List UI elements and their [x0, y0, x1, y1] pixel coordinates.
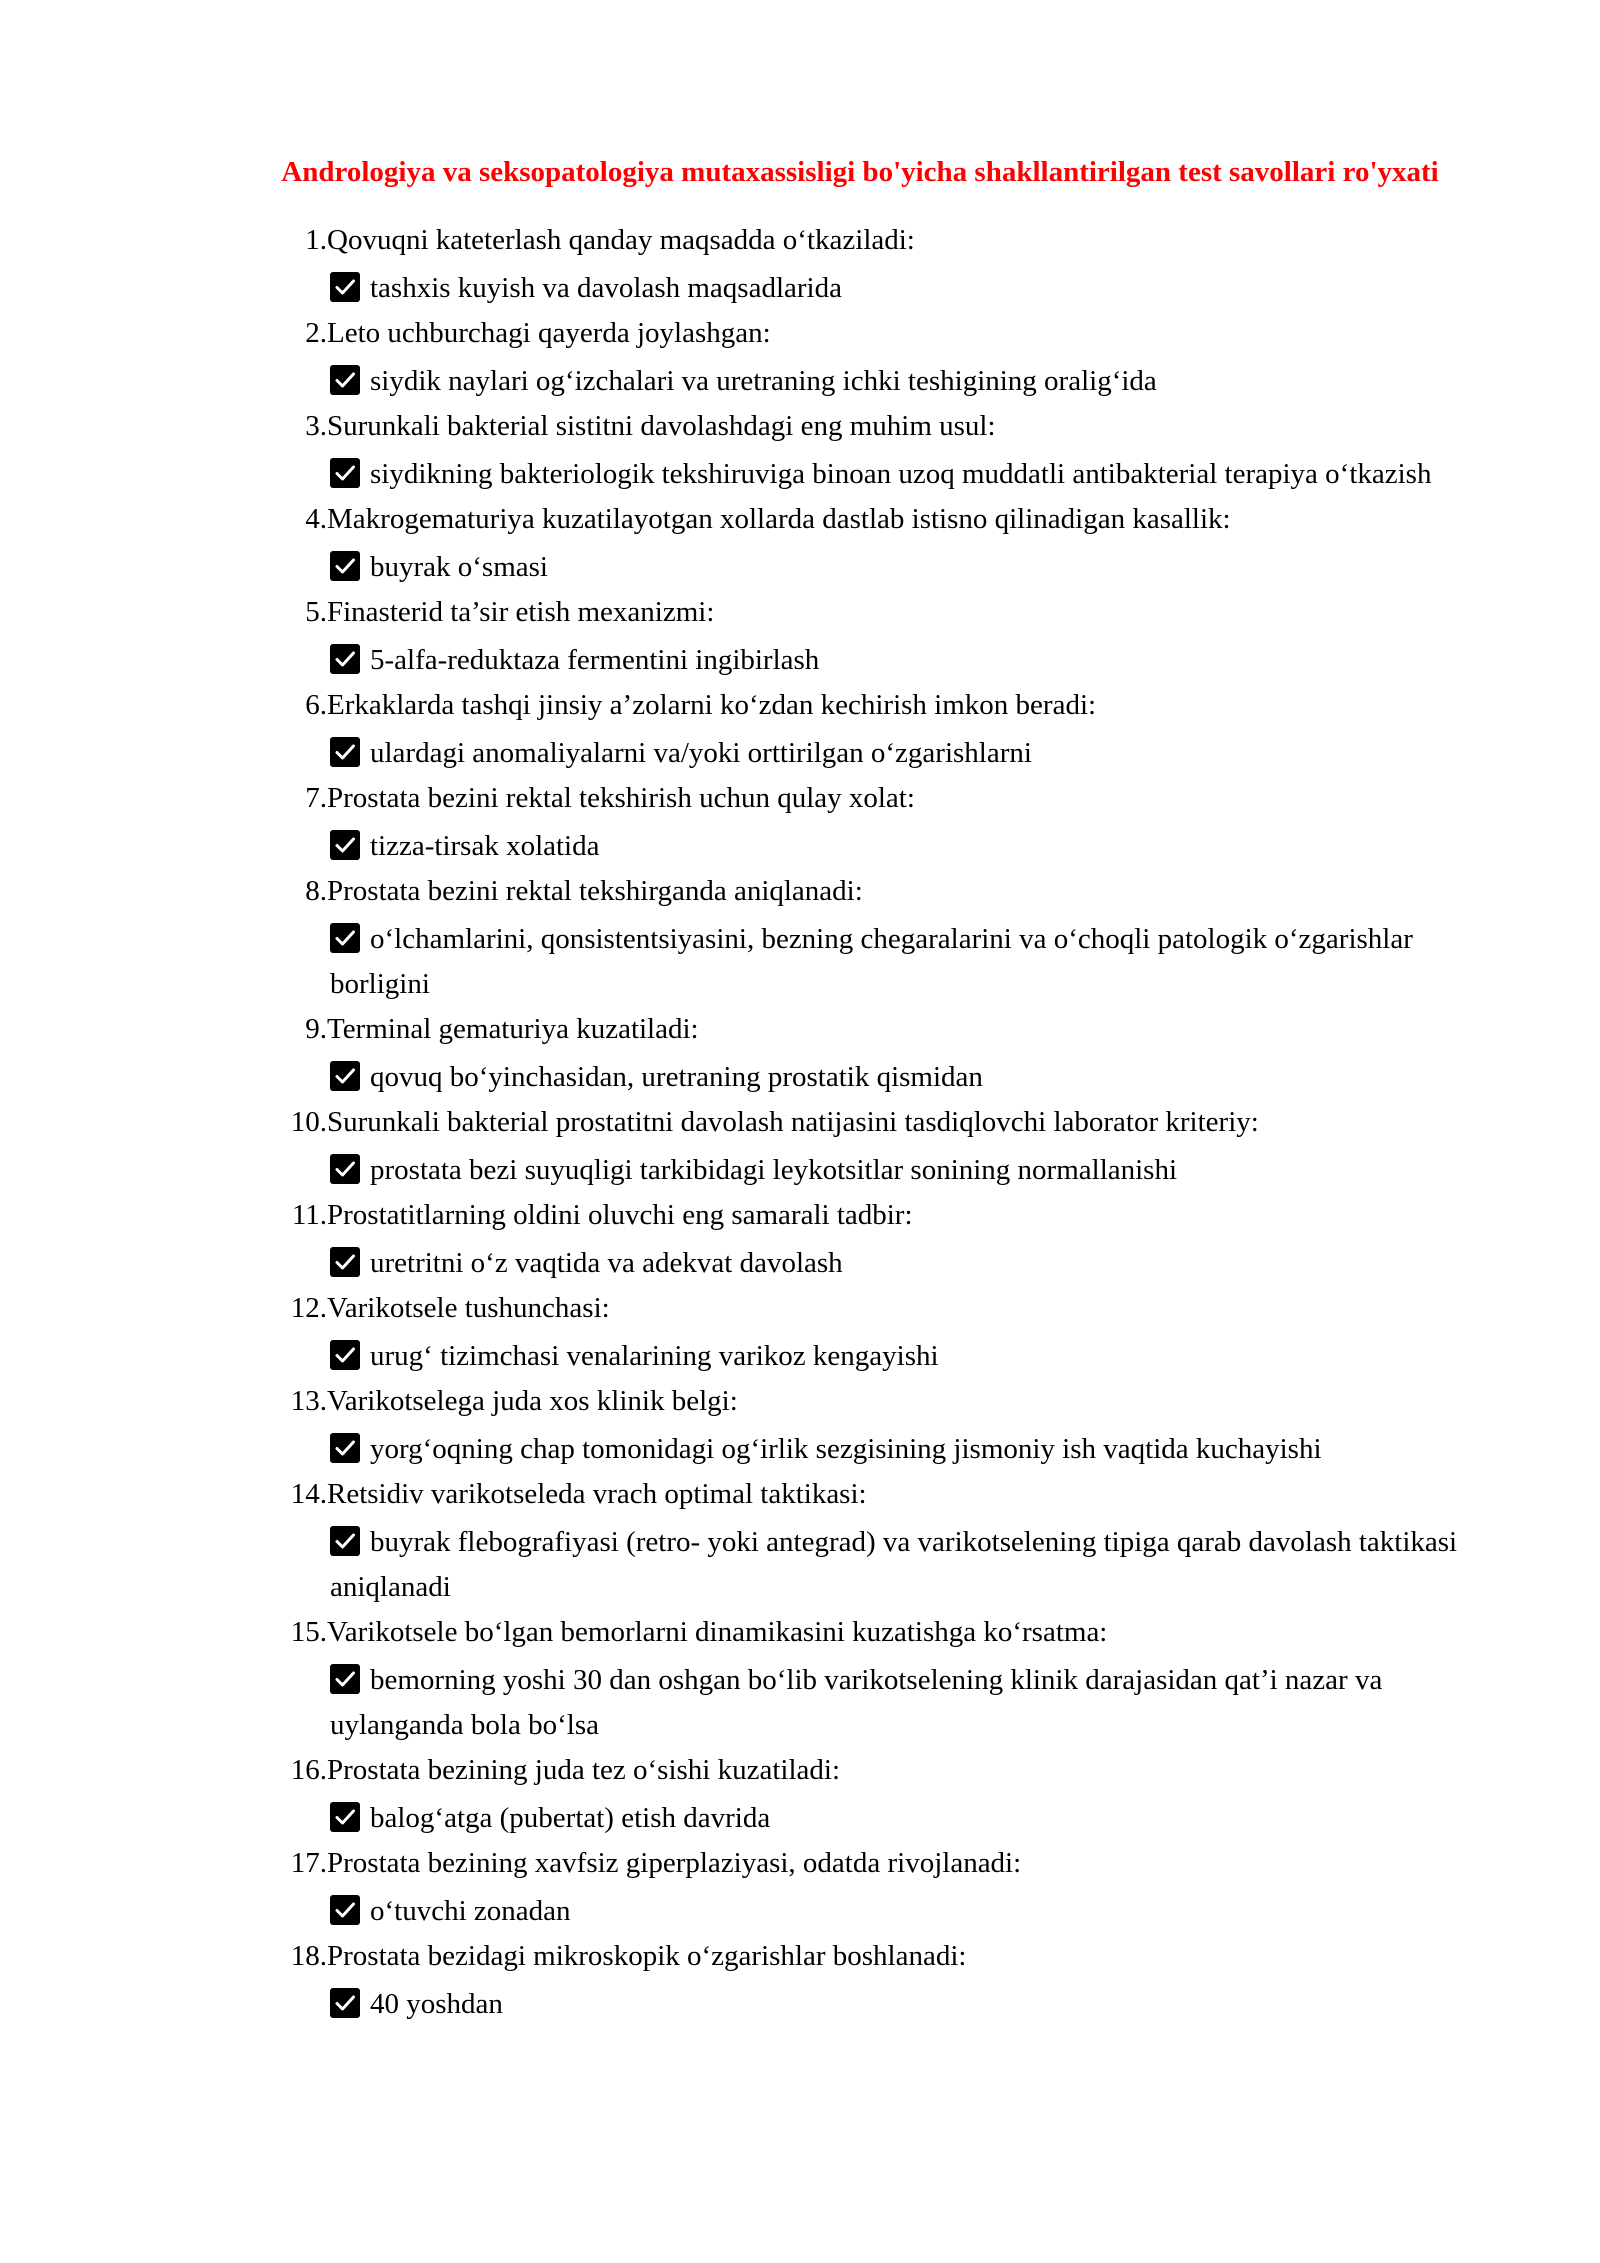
question-item	[278, 497, 1488, 590]
answer-text: prostata bezi suyuqligi tarkibidagi leykotsitlar sonining normallanishi	[370, 1154, 1178, 1186]
answer-row	[330, 542, 1488, 590]
question-text: Erkaklarda tashqi jinsiy a’zolarni ko‘zdan kechirish imkon beradi:	[327, 689, 1097, 721]
question-item	[278, 1193, 1488, 1286]
question-number: 16.	[290, 1754, 327, 1786]
question-number: 10.	[290, 1106, 327, 1138]
question-text: Terminal gematuriya kuzatiladi:	[327, 1013, 699, 1045]
check-box-icon	[330, 1433, 360, 1463]
question-item	[278, 776, 1488, 869]
question-item	[278, 683, 1488, 776]
answer-text: 40 yoshdan	[370, 1988, 503, 2020]
check-box-icon	[330, 1526, 360, 1556]
answer-row	[330, 1655, 1488, 1748]
question-number: 3.	[305, 410, 327, 442]
question-item	[278, 218, 1488, 311]
question-item	[278, 1610, 1488, 1748]
check-box-icon	[330, 272, 360, 302]
answer-row	[330, 821, 1488, 869]
answer-row	[330, 1979, 1488, 2027]
check-box-icon	[330, 1154, 360, 1184]
answer-text: o‘tuvchi zonadan	[370, 1895, 571, 1927]
answer-row	[330, 914, 1488, 1007]
check-box-icon	[330, 1664, 360, 1694]
answer-text: 5-alfa-reduktaza fermentini ingibirlash	[370, 644, 820, 676]
question-text: Prostata bezidagi mikroskopik o‘zgarishlar boshlanadi:	[327, 1940, 967, 1972]
document-title: Andrologiya va seksopatologiya mutaxassisligi bo'yicha shakllantirilgan test savollari ro'yxati	[281, 156, 1439, 188]
question-number: 7.	[305, 782, 327, 814]
answer-text: ulardagi anomaliyalarni va/yoki orttirilgan o‘zgarishlarni	[370, 737, 1032, 769]
question-number: 1.	[305, 224, 327, 256]
check-box-icon	[330, 551, 360, 581]
question-text: Surunkali bakterial sistitni davolashdagi eng muhim usul:	[327, 410, 996, 442]
question-number: 13.	[290, 1385, 327, 1417]
answer-row	[330, 356, 1488, 404]
answer-row	[330, 1517, 1488, 1610]
question-item	[278, 1286, 1488, 1379]
check-box-icon	[330, 923, 360, 953]
question-text: Surunkali bakterial prostatitni davolash natijasini tasdiqlovchi laborator kriteriy:	[327, 1106, 1259, 1138]
answer-text: qovuq bo‘yinchasidan, uretraning prostatik qismidan	[370, 1061, 983, 1093]
check-box-icon	[330, 1247, 360, 1277]
question-text: Prostata bezini rektal tekshirganda aniqlanadi:	[327, 875, 863, 907]
question-item	[278, 1472, 1488, 1610]
answer-row	[330, 449, 1488, 497]
check-box-icon	[330, 458, 360, 488]
check-box-icon	[330, 1895, 360, 1925]
check-box-icon	[330, 365, 360, 395]
question-number: 5.	[305, 596, 327, 628]
question-item	[278, 1007, 1488, 1100]
question-number: 9.	[305, 1013, 327, 1045]
question-item	[278, 1934, 1488, 2027]
question-number: 15.	[290, 1616, 327, 1648]
check-box-icon	[330, 644, 360, 674]
question-text: Varikotsele tushunchasi:	[327, 1292, 610, 1324]
answer-text: o‘lchamlarini, qonsistentsiyasini, bezning chegaralarini va o‘choqli patologik o‘zgarishlar borligini	[330, 923, 1413, 1000]
question-number: 6.	[305, 689, 327, 721]
check-box-icon	[330, 737, 360, 767]
question-number: 11.	[291, 1199, 327, 1231]
question-number: 8.	[305, 875, 327, 907]
answer-text: uretritni o‘z vaqtida va adekvat davolash	[370, 1247, 843, 1279]
answer-text: buyrak flebografiyasi (retro- yoki antegrad) va varikotselening tipiga qarab davolash taktikasi aniqlanadi	[330, 1526, 1458, 1603]
check-box-icon	[330, 1802, 360, 1832]
question-text: Prostata bezining xavfsiz giperplaziyasi, odatda rivojlanadi:	[327, 1847, 1022, 1879]
question-number: 14.	[290, 1478, 327, 1510]
question-item	[278, 1841, 1488, 1934]
question-text: Leto uchburchagi qayerda joylashgan:	[327, 317, 771, 349]
answer-text: tashxis kuyish va davolash maqsadlarida	[370, 272, 842, 304]
answer-text: siydik naylari og‘izchalari va uretraning ichki teshigining oralig‘ida	[370, 365, 1157, 397]
question-list	[278, 218, 1488, 2027]
question-number: 2.	[305, 317, 327, 349]
question-item	[278, 311, 1488, 404]
question-text: Finasterid ta’sir etish mexanizmi:	[327, 596, 715, 628]
answer-row	[330, 1145, 1488, 1193]
question-item	[278, 590, 1488, 683]
answer-text: buyrak o‘smasi	[370, 551, 548, 583]
question-number: 17.	[290, 1847, 327, 1879]
question-number: 12.	[290, 1292, 327, 1324]
answer-text: bemorning yoshi 30 dan oshgan bo‘lib varikotselening klinik darajasidan qat’i nazar va uylanganda bola bo‘lsa	[330, 1664, 1383, 1741]
answer-row	[330, 635, 1488, 683]
question-text: Prostata bezini rektal tekshirish uchun qulay xolat:	[327, 782, 915, 814]
answer-text: yorg‘oqning chap tomonidagi og‘irlik sezgisining jismoniy ish vaqtida kuchayishi	[370, 1433, 1322, 1465]
question-item	[278, 1379, 1488, 1472]
answer-row	[330, 1331, 1488, 1379]
question-text: Makrogematuriya kuzatilayotgan xollarda dastlab istisno qilinadigan kasallik:	[327, 503, 1231, 535]
question-item	[278, 404, 1488, 497]
question-item	[278, 869, 1488, 1007]
question-text: Varikotsele bo‘lgan bemorlarni dinamikasini kuzatishga ko‘rsatma:	[327, 1616, 1108, 1648]
answer-row	[330, 1793, 1488, 1841]
answer-row	[330, 1886, 1488, 1934]
question-text: Prostata bezining juda tez o‘sishi kuzatiladi:	[327, 1754, 841, 1786]
answer-text: tizza-tirsak xolatida	[370, 830, 600, 862]
answer-row	[330, 263, 1488, 311]
question-text: Qovuqni kateterlash qanday maqsadda o‘tkaziladi:	[327, 224, 915, 256]
question-text: Varikotselega juda xos klinik belgi:	[327, 1385, 738, 1417]
question-number: 4.	[305, 503, 327, 535]
question-item	[278, 1100, 1488, 1193]
question-text: Retsidiv varikotseleda vrach optimal taktikasi:	[327, 1478, 867, 1510]
answer-row	[330, 1424, 1488, 1472]
check-box-icon	[330, 1340, 360, 1370]
check-box-icon	[330, 1061, 360, 1091]
answer-text: urug‘ tizimchasi venalarining varikoz kengayishi	[370, 1340, 939, 1372]
answer-row	[330, 1238, 1488, 1286]
answer-row	[330, 728, 1488, 776]
question-text: Prostatitlarning oldini oluvchi eng samarali tadbir:	[327, 1199, 913, 1231]
question-item	[278, 1748, 1488, 1841]
answer-text: balog‘atga (pubertat) etish davrida	[370, 1802, 771, 1834]
answer-row	[330, 1052, 1488, 1100]
answer-text: siydikning bakteriologik tekshiruviga binoan uzoq muddatli antibakterial terapiya o‘tkazish	[370, 458, 1432, 490]
check-box-icon	[330, 1988, 360, 2018]
question-number: 18.	[290, 1940, 327, 1972]
check-box-icon	[330, 830, 360, 860]
